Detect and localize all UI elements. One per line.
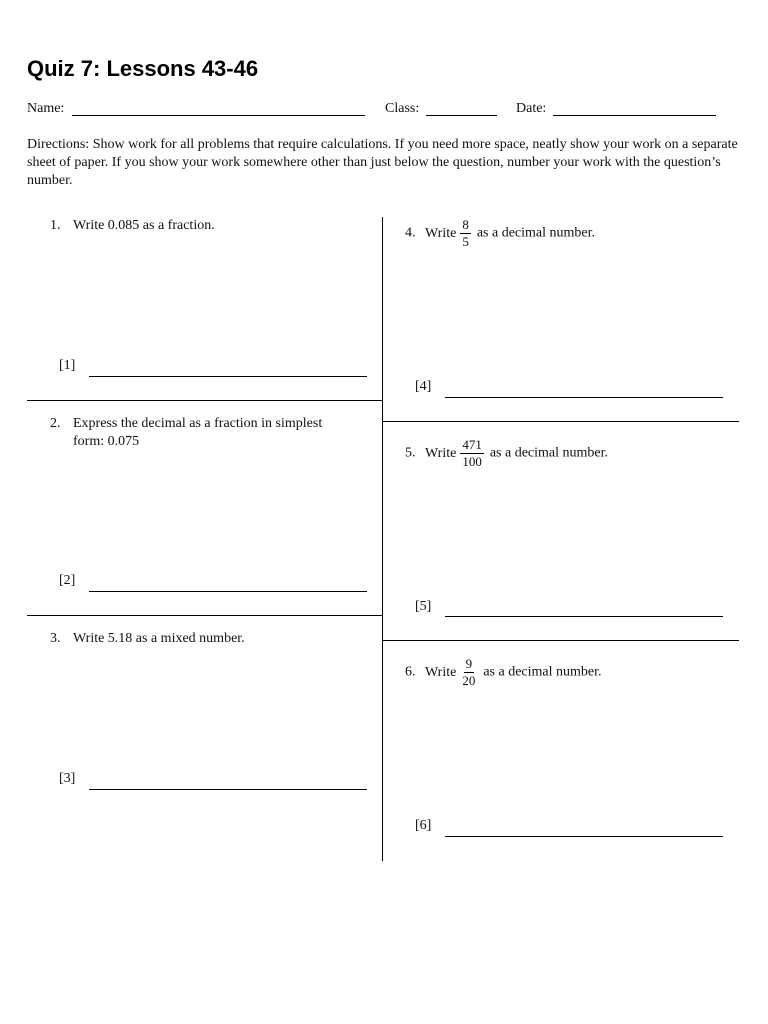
row-divider-4	[383, 421, 739, 422]
quiz-title: Quiz 7: Lessons 43-46	[27, 56, 259, 81]
answer-label-4: [4]	[415, 379, 432, 394]
question-3	[50, 630, 245, 648]
answer-field-5[interactable]	[445, 616, 723, 617]
answer-field-1[interactable]	[89, 376, 367, 377]
fraction-numerator: 471	[462, 437, 482, 452]
question-number: 4.	[405, 225, 416, 241]
question-prefix: Write	[425, 225, 457, 241]
fraction	[460, 437, 484, 470]
question-5	[405, 437, 608, 470]
fraction-denominator: 5	[462, 234, 469, 249]
question-suffix: as a decimal number.	[483, 664, 602, 680]
question-6	[405, 656, 602, 689]
answer-field-4[interactable]	[445, 397, 723, 398]
row-divider-2	[27, 615, 383, 616]
answer-label-2: [2]	[59, 573, 76, 588]
answer-field-3[interactable]	[89, 789, 367, 790]
question-2	[50, 415, 323, 449]
fraction-denominator: 20	[462, 673, 476, 688]
directions-text: Directions: Show work for all problems that require calculations. If you need more space, neatly show your work on a separate sheet of paper. If you show your work somewhere other than just below the question, number your work with the question’s number.	[27, 137, 738, 188]
row-divider-1	[27, 400, 383, 401]
answer-label-5: [5]	[415, 599, 432, 614]
question-text-line2: form: 0.075	[73, 434, 140, 449]
question-number: 3.	[50, 631, 61, 646]
question-number: 2.	[50, 416, 61, 431]
date-field[interactable]	[553, 115, 716, 116]
question-prefix: Write	[425, 664, 457, 680]
answer-label-1: [1]	[59, 358, 76, 373]
question-number: 5.	[405, 445, 416, 461]
fraction-numerator: 8	[462, 217, 469, 232]
fraction-numerator: 9	[465, 656, 473, 671]
question-1	[50, 217, 215, 235]
class-label: Class:	[385, 101, 420, 116]
answer-field-2[interactable]	[89, 591, 367, 592]
date-label: Date:	[516, 101, 547, 116]
name-label: Name:	[27, 101, 65, 116]
question-text: Write 0.085 as a fraction.	[73, 218, 215, 233]
question-4	[405, 217, 595, 250]
question-suffix: as a decimal number.	[476, 225, 595, 241]
question-number: 1.	[50, 218, 61, 233]
answer-label-6: [6]	[415, 818, 432, 833]
answer-field-6[interactable]	[445, 836, 723, 837]
fraction	[460, 217, 471, 250]
class-field[interactable]	[426, 115, 497, 116]
name-field[interactable]	[72, 115, 365, 116]
fraction-denominator: 100	[462, 454, 482, 469]
question-text-line1: Express the decimal as a fraction in simplest	[73, 416, 323, 431]
question-text: Write 5.18 as a mixed number.	[73, 631, 245, 646]
answer-label-3: [3]	[59, 771, 76, 786]
fraction	[460, 656, 477, 689]
question-prefix: Write	[425, 445, 457, 461]
column-divider	[382, 217, 383, 861]
row-divider-5	[383, 640, 739, 641]
question-suffix: as a decimal number.	[489, 445, 608, 461]
question-number: 6.	[405, 664, 416, 680]
